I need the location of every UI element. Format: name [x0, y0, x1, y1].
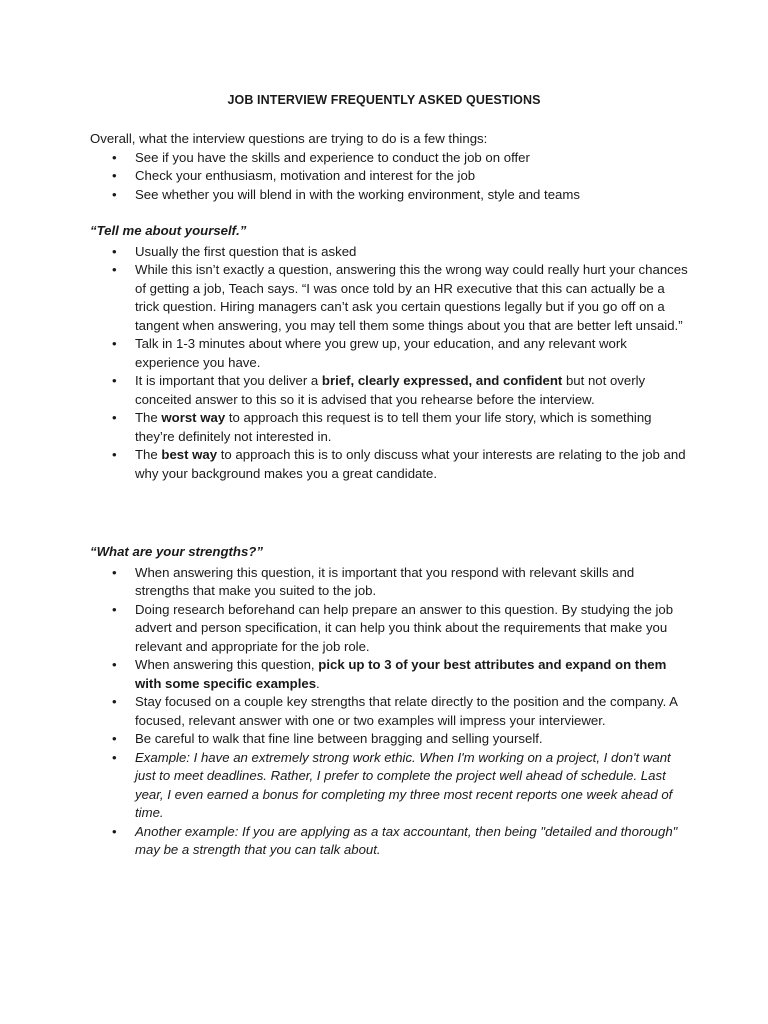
list-item: • While this isn’t exactly a question, answering this the wrong way could really hurt your chances of getting a job, Teach says. “I was once told by an HR executive that this can actually be a trick question. Hiring managers can’t ask you certain questions legally but if you go off on a tangent when answering, you may tell them some things about you that are better left unsaid.”: [112, 262, 688, 333]
bullet-icon: •: [112, 168, 117, 183]
bullet-icon: •: [112, 564, 117, 580]
tell-me-section: [90, 222, 690, 483]
bullet-icon: •: [112, 243, 117, 259]
bullet-icon: •: [112, 262, 117, 277]
intro-section: [90, 130, 690, 204]
list-item: • Be careful to walk that fine line between bragging and selling yourself.: [90, 730, 690, 749]
list-item: • When answering this question, it is important that you respond with relevant skills and strengths that make you suited to the job.: [112, 564, 635, 598]
intro-list: [90, 149, 690, 205]
bullet-icon: •: [112, 410, 117, 425]
section-heading: “What are your strengths?”: [90, 544, 263, 559]
bullet-icon: •: [112, 336, 117, 351]
emphasis-text: pick up to 3 of your best attributes and expand on them with some specific examples: [135, 657, 667, 691]
strengths-section: [90, 543, 690, 860]
list-item: • Doing research beforehand can help prepare an answer to this question. By studying the job advert and person specification, it can help you think about the requirements that make you relevant and appropriate for the job role.: [112, 601, 674, 654]
list-item: • The best way to approach this is to only discuss what your interests are relating to the job and why your background makes you a great candidate.: [112, 447, 686, 481]
bullet-icon: •: [112, 731, 117, 746]
bullet-icon: •: [112, 149, 117, 165]
list-item: • It is important that you deliver a brief, clearly expressed, and confident but not overly conceited answer to this so it is advised that you rehearse before the interview.: [112, 373, 646, 407]
list-item: • Another example: If you are applying as a tax accountant, then being "detailed and thorough" may be a strength that you can talk about.: [112, 823, 678, 857]
section-heading: “Tell me about yourself.”: [90, 223, 247, 238]
list-item: • When answering this question, pick up to 3 of your best attributes and expand on them with some specific examples.: [112, 657, 667, 691]
bullet-icon: •: [112, 186, 117, 202]
list-item: • The worst way to approach this request is to tell them your life story, which is something they’re definitely not interested in.: [112, 410, 652, 444]
bullet-icon: •: [112, 657, 117, 672]
list-item: • See if you have the skills and experience to conduct the job on offer: [90, 149, 690, 168]
bullet-icon: •: [112, 694, 117, 709]
list-item: • Example: I have an extremely strong work ethic. When I'm working on a project, I don't want just to meet deadlines. Rather, I prefer to complete the project well ahead of schedule. Last year, I even earned a bonus for completing my three most recent reports one week ahead of time.: [112, 749, 673, 820]
emphasis-text: worst way: [161, 410, 226, 425]
list-item: • See whether you will blend in with the working environment, style and teams: [90, 186, 690, 205]
bullet-icon: •: [112, 447, 117, 462]
tell-me-list: [90, 243, 690, 484]
bullet-icon: •: [112, 823, 117, 839]
bullet-icon: •: [112, 373, 117, 388]
emphasis-text: brief, clearly expressed, and confident: [321, 373, 563, 388]
list-item: • Stay focused on a couple key strengths that relate directly to the position and the company. A focused, relevant answer with one or two examples will impress your interviewer.: [112, 694, 678, 728]
emphasis-text: best way: [161, 447, 218, 462]
strengths-list: [90, 564, 690, 860]
bullet-icon: •: [112, 749, 117, 765]
list-item: • Talk in 1-3 minutes about where you grew up, your education, and any relevant work experience you have.: [112, 336, 627, 370]
bullet-icon: •: [112, 601, 117, 617]
intro-lead: Overall, what the interview questions are trying to do is a few things:: [90, 131, 488, 146]
list-item: • Check your enthusiasm, motivation and interest for the job: [90, 167, 690, 186]
page-title: JOB INTERVIEW FREQUENTLY ASKED QUESTIONS: [227, 93, 541, 107]
list-item: • Usually the first question that is asked: [90, 243, 690, 262]
